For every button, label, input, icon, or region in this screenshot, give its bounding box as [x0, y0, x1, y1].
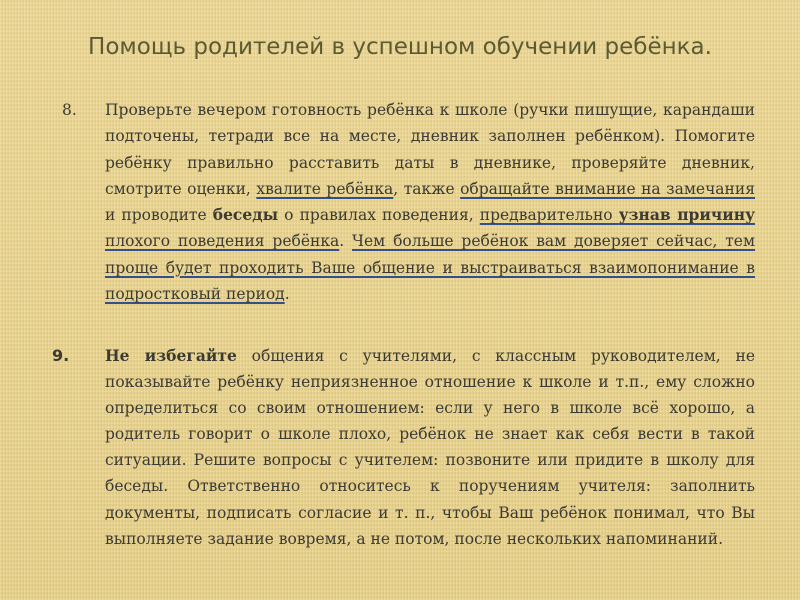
text-run: .: [339, 232, 353, 251]
text-run: , также: [393, 179, 461, 198]
slide-title: Помощь родителей в успешном обучении ребёнка.: [88, 34, 712, 60]
underlined-text: хвалите ребёнка: [256, 179, 394, 198]
underlined-text: обращайте внимание на замечания: [460, 179, 755, 198]
text-run: и проводите: [105, 206, 213, 225]
text-run: Проверьте вечером готовность ребёнка к школе (ручки пишущие, карандаши подточены, тетради все на месте, дневник заполнен ребёнком). Помогите ребёнку правильно расставить даты в дневнике, проверяйте дневник, смотрите оценки,: [105, 101, 755, 198]
underlined-bold-text: узнав причину: [618, 205, 755, 225]
text-run: о правилах поведения,: [278, 206, 480, 225]
bold-text: Не избегайте: [105, 346, 237, 365]
underlined-text: Чем больше ребёнок вам доверяет сейчас, тем проще будет проходить Ваше общение и выстраиваться взаимопонимание в подростковый период: [105, 232, 756, 304]
bold-text: беседы: [212, 205, 279, 225]
item-number: 9.: [52, 346, 70, 365]
text-run: общения с учителями, с классным руководителем, не показывайте ребёнку неприязненное отношение к школе и т.п., ему сложно определиться со своим отношением: если у него в школе всё хорошо, а родитель говорит о школе плохо, ребёнок не знает как себя вести в такой ситуации. Решите вопросы с учителем: позвоните или придите в школу для беседы. Ответственно относитесь к поручениям учителя: заполнить документы, подписать согласие и т. п., чтобы Ваш ребёнок понимал, что Вы выполняете задание вовремя, а не потом, после нескольких напоминаний.: [105, 347, 756, 548]
text-run: .: [284, 285, 290, 304]
underlined-text: предварительно: [479, 206, 619, 225]
item-text: [105, 97, 755, 307]
item-text: [105, 343, 755, 552]
underlined-text: плохого поведения ребёнка: [105, 232, 340, 251]
item-number: 8.: [62, 101, 77, 119]
